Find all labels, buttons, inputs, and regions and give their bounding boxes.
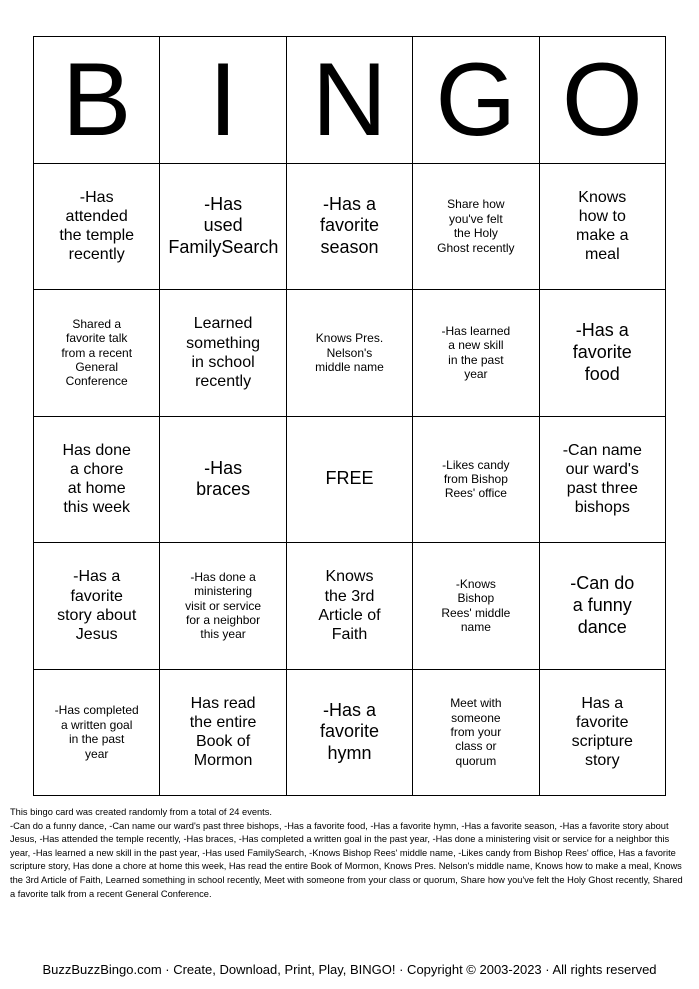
cell-text: Knows the 3rd Article of Faith (318, 568, 381, 643)
cell-text: Knows how to make a meal (576, 188, 629, 264)
bingo-cell (286, 290, 412, 417)
bingo-cell (34, 416, 160, 543)
bingo-cell (413, 543, 539, 670)
cell-text: -Has braces (196, 457, 251, 500)
bingo-cell (413, 416, 539, 543)
card-info-event-list: -Can do a funny dance, -Can name our ward's past three bishops, -Has a favorite food, -Has a favorite hymn, -Has a favorite season, -Has a favorite story about Jesus, -Has attended the temple recently, -Has braces, -Has completed a written goal in the past year, -Has done a ministering visit or service for a neighbor this year, -Has learned a new skill in the past year, -Has used FamilySearch, -Knows Bishop Rees' middle name, -Likes candy from Bishop Rees' office, Has a favorite scripture story, Has done a chore at home this week, Has read the entire Book of Mormon, Knows Pres. Nelson's middle name, Knows how to make a meal, Knows the 3rd Article of Faith, Learned something in school recently, Meet with someone from your class or quorum, Share how you've felt the Holy Ghost recently, Shared a favorite talk from a recent General Conference. (10, 820, 683, 899)
cell-text: Has a favorite scripture story (571, 694, 633, 770)
header-letter-b: B (34, 37, 160, 164)
bingo-cell (413, 163, 539, 290)
cell-text: -Can do a funny dance (570, 573, 635, 637)
bingo-cell (160, 163, 286, 290)
bingo-cell (539, 416, 665, 543)
bingo-cell (160, 669, 286, 796)
cell-text: -Has attended the temple recently (59, 188, 135, 264)
card-row (34, 543, 666, 670)
bingo-cell (34, 163, 160, 290)
bingo-cell (160, 290, 286, 417)
card-row (34, 290, 666, 417)
bingo-cell (34, 290, 160, 417)
header-letter-n: N (286, 37, 412, 164)
free-space-text: FREE (325, 468, 374, 489)
cell-text: -Has used FamilySearch (168, 193, 279, 258)
bingo-cell (34, 669, 160, 796)
bingo-cell (413, 669, 539, 796)
card-info-summary: This bingo card was created randomly from a total of 24 events. (10, 807, 272, 817)
cell-text: -Has completed a written goal in the past year (54, 703, 139, 761)
bingo-cell (286, 163, 412, 290)
cell-text: Meet with someone from your class or quorum (450, 696, 502, 768)
bingo-cell (413, 290, 539, 417)
bingo-cell (286, 543, 412, 670)
cell-text: -Knows Bishop Rees' middle name (441, 576, 511, 635)
cell-text: Share how you've felt the Holy Ghost recently (437, 197, 515, 255)
cell-text: -Has a favorite story about Jesus (57, 568, 137, 643)
bingo-cell (539, 290, 665, 417)
header-letter-g: G (413, 37, 539, 164)
cell-text: -Has a favorite season (319, 193, 379, 258)
site-footer: BuzzBuzzBingo.com · Create, Download, Print, Play, BINGO! · Copyright © 2003-2023 · All rights reserved (42, 962, 657, 977)
cell-text: -Has a favorite food (572, 320, 632, 384)
bingo-cell (34, 543, 160, 670)
cell-text: -Has done a ministering visit or service for a neighbor this year (185, 569, 262, 642)
header-row (34, 37, 666, 164)
bingo-cell (539, 669, 665, 796)
bingo-cell (539, 163, 665, 290)
cell-text: Shared a favorite talk from a recent General Conference (61, 316, 133, 389)
header-letter-o: O (539, 37, 665, 164)
cell-text: Has done a chore at home this week (62, 441, 131, 517)
bingo-cell (539, 543, 665, 670)
header-letter-i: I (160, 37, 286, 164)
free-space-cell (286, 416, 412, 543)
bingo-cell (160, 543, 286, 670)
cell-text: -Can name our ward's past three bishops (562, 441, 642, 517)
bingo-card (33, 36, 666, 796)
bingo-cell (160, 416, 286, 543)
cell-text: Has read the entire Book of Mormon (189, 694, 257, 770)
card-row (34, 163, 666, 290)
cell-text: -Has a favorite hymn (319, 699, 379, 764)
cell-text: Learned something in school recently (186, 315, 260, 390)
cell-text: -Has learned a new skill in the past year (441, 323, 511, 382)
cell-text: Knows Pres. Nelson's middle name (315, 331, 384, 374)
bingo-cell (286, 669, 412, 796)
card-row (34, 669, 666, 796)
cell-text: -Likes candy from Bishop Rees' office (442, 457, 510, 501)
card-info (10, 806, 690, 901)
card-row (34, 416, 666, 543)
